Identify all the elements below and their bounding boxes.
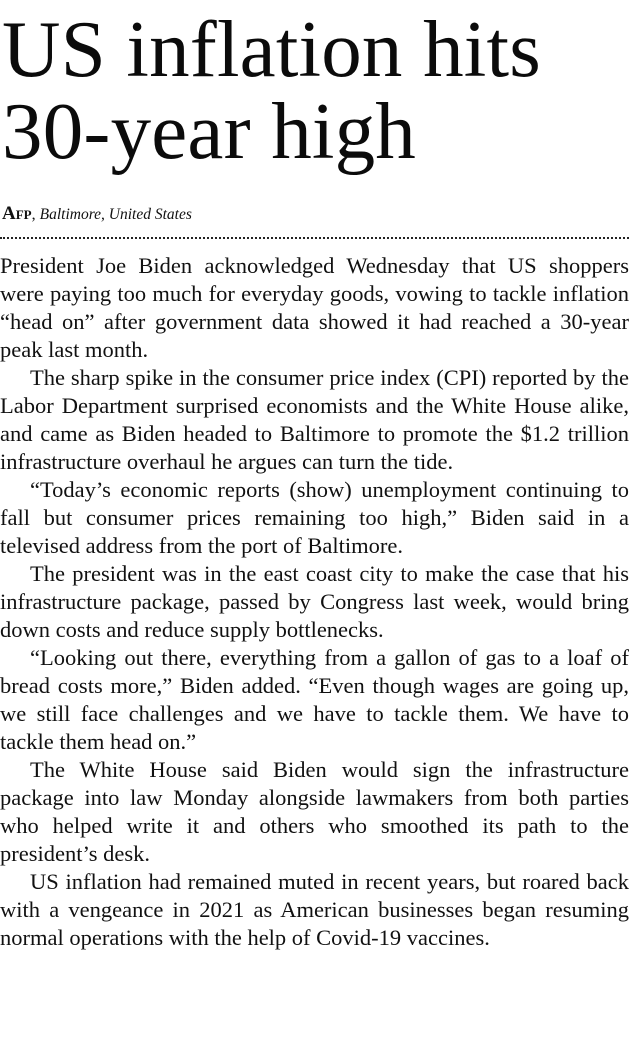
paragraph: “Looking out there, everything from a gallon of gas to a loaf of bread costs more,” Biden added. “Even though wages are going up, we still face challenges and we have to tackle them. We have to tackle them head on.”: [0, 645, 629, 754]
byline-agency: Afp: [2, 203, 32, 224]
byline-separator: ,: [31, 206, 36, 223]
byline-dateline: Baltimore, United States: [39, 206, 192, 223]
article-body: [0, 252, 629, 952]
byline: [2, 202, 192, 227]
paragraph: The sharp spike in the consumer price index (CPI) reported by the Labor Department surprised economists and the White House alike, and came as Biden headed to Baltimore to promote the $1.2 trillion infrastructure overhaul he argues can turn the tide.: [0, 365, 629, 474]
paragraph-lead: President Joe Biden acknowledged Wednesday that US shoppers were paying too much for everyday goods, vowing to tackle inflation “head on” after government data showed it had reached a 30-year peak last month.: [0, 253, 629, 362]
paragraph: US inflation had remained muted in recent years, but roared back with a vengeance in 2021 as American businesses began resuming normal operations with the help of Covid-19 vaccines.: [0, 869, 629, 950]
paragraph: The White House said Biden would sign the infrastructure package into law Monday alongside lawmakers from both parties who helped write it and others who smoothed its path to the president’s desk.: [0, 757, 629, 866]
headline: US inflation hits 30-year high: [2, 4, 541, 176]
paragraph: “Today’s economic reports (show) unemployment continuing to fall but consumer prices remaining too high,” Biden said in a televised address from the port of Baltimore.: [0, 477, 629, 558]
paragraph: The president was in the east coast city to make the case that his infrastructure package, passed by Congress last week, would bring down costs and reduce supply bottlenecks.: [0, 561, 629, 642]
dotted-divider: [0, 237, 629, 239]
